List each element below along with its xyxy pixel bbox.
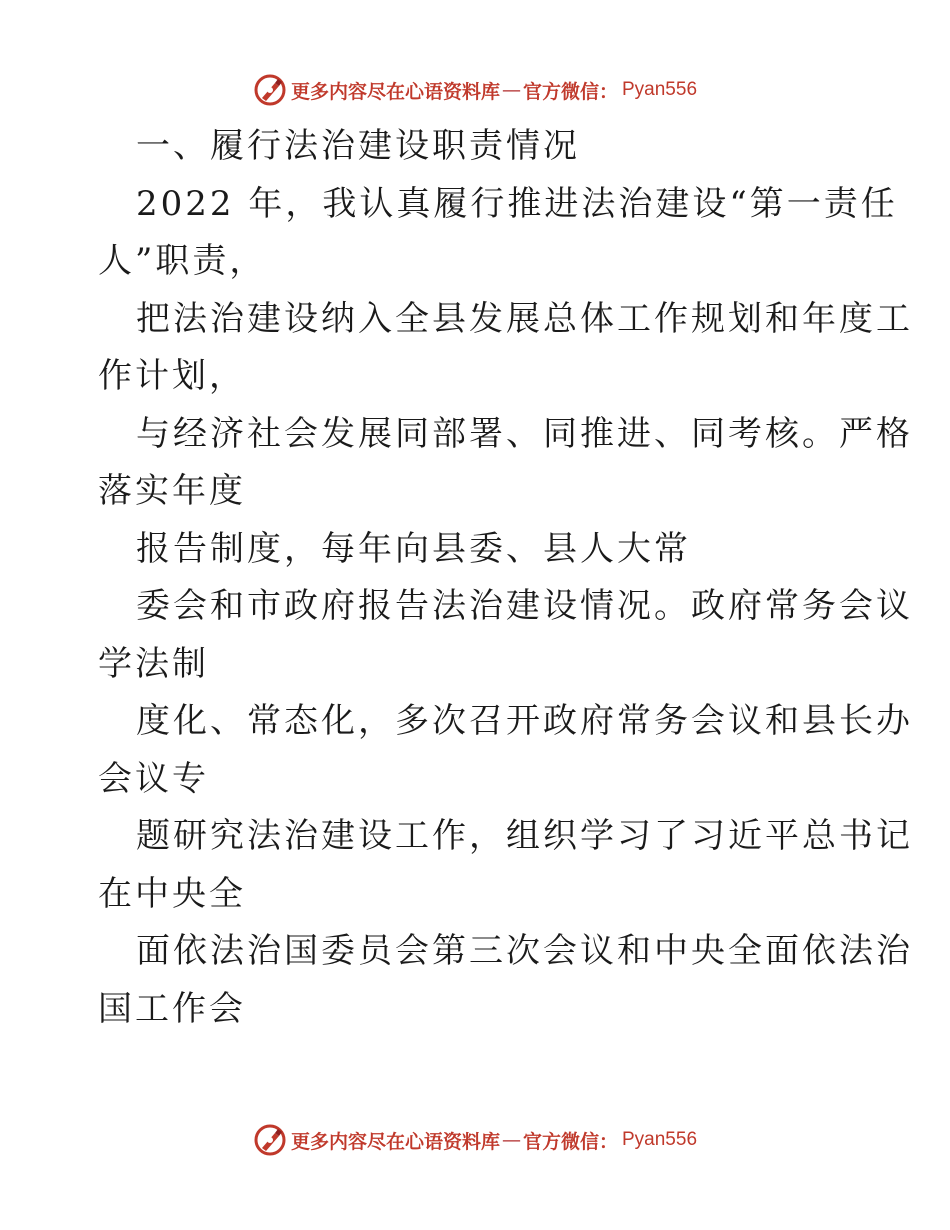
- paragraph-line: 把法治建设纳入全县发展总体工作规划和年度工: [136, 298, 913, 339]
- paragraph-line: 作计划，: [98, 356, 246, 396]
- watermark-separator: —: [501, 79, 521, 101]
- paragraph-line: 委会和市政府报告法治建设情况。政府常务会议: [136, 586, 913, 626]
- pen-circle-logo-icon: [253, 73, 287, 107]
- paragraph-line: 落实年度: [98, 471, 246, 511]
- paragraph-line: 面依法治国委员会第三次会议和中央全面依法治: [136, 931, 913, 971]
- watermark-wechat-label: 官方微信：: [522, 80, 618, 103]
- watermark-wechat-id: Pyan556: [622, 1129, 698, 1150]
- paragraph-line: 报告制度，每年向县委、县人大常: [136, 528, 691, 569]
- paragraph-line: 与经济社会发展同部署、同推进、同考核。严格: [136, 413, 913, 454]
- paragraph-line: 度化、常态化，多次召开政府常务会议和县长办: [136, 701, 913, 741]
- watermark-brand: 更多内容尽在心语资料库: [290, 80, 500, 103]
- footer-watermark: [0, 1120, 950, 1160]
- header-watermark: [0, 70, 950, 110]
- section-heading: 一、履行法治建设职责情况: [136, 126, 580, 166]
- watermark-brand: 更多内容尽在心语资料库: [290, 1130, 500, 1153]
- paragraph-line: 人”职责，: [98, 241, 267, 281]
- paragraph-line: 题研究法治建设工作，组织学习了习近平总书记: [136, 816, 913, 856]
- paragraph-line: 国工作会: [98, 988, 246, 1029]
- paragraph-line: 学法制: [98, 643, 209, 684]
- watermark-wechat-id: Pyan556: [622, 79, 698, 100]
- watermark-wechat-label: 官方微信：: [522, 1130, 618, 1153]
- pen-circle-logo-icon: [253, 1123, 287, 1157]
- document-body: [98, 118, 913, 1038]
- paragraph-line: 2022 年，我认真履行推进法治建设“第一责任: [136, 183, 898, 224]
- paragraph-line: 在中央全: [98, 873, 246, 914]
- paragraph-line: 会议专: [98, 758, 209, 799]
- watermark-separator: —: [501, 1129, 521, 1151]
